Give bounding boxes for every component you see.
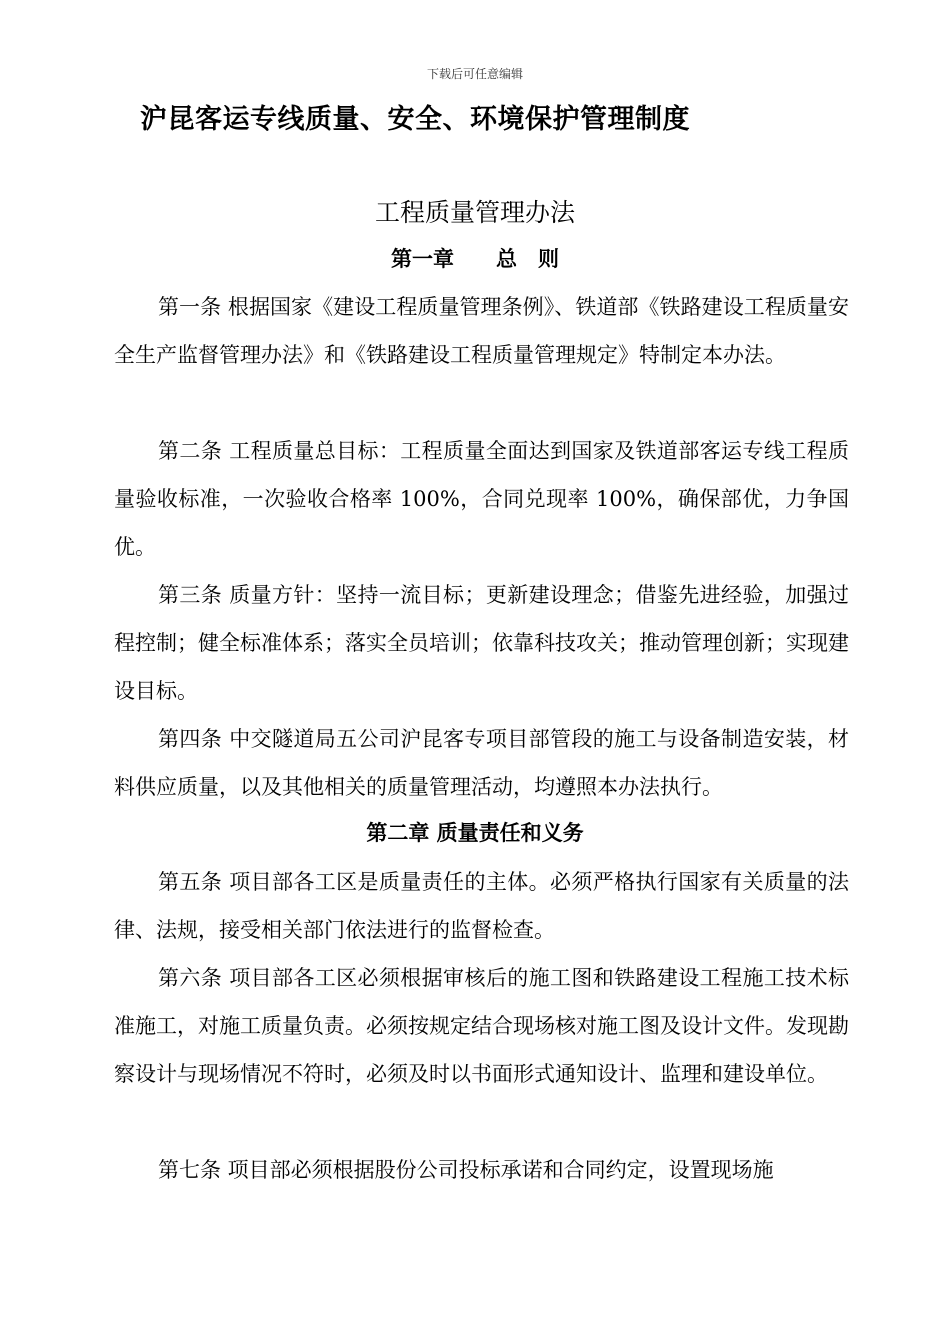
article-6: 第六条 项目部各工区必须根据审核后的施工图和铁路建设工程施工技术标准施工，对施工质量负责。必须按规定结合现场核对施工图及设计文件。发现勘察设计与现场情况不符时，必须及时以书面形式通知设计、监理和建设单位。 xyxy=(114,966,849,1086)
document-subtitle: 工程质量管理办法 xyxy=(374,198,575,227)
chapter-2-heading: 第二章 质量责任和义务 xyxy=(366,821,584,845)
header-note: 下载后可任意编辑 xyxy=(426,67,523,81)
chapter-1-heading: 第一章 总 则 xyxy=(391,247,559,271)
article-4: 第四条 中交隧道局五公司沪昆客专项目部管段的施工与设备制造安装，材料供应质量，以及其他相关的质量管理活动，均遵照本办法执行。 xyxy=(114,727,849,799)
article-1: 第一条 根据国家《建设工程质量管理条例》、铁道部《铁路建设工程质量安全生产监督管理办法》和《铁路建设工程质量管理规定》特制定本办法。 xyxy=(114,295,849,367)
article-3: 第三条 质量方针：坚持一流目标；更新建设理念；借鉴先进经验，加强过程控制；健全标准体系；落实全员培训；依靠科技攻关；推动管理创新；实现建设目标。 xyxy=(114,583,849,703)
article-2: 第二条 工程质量总目标：工程质量全面达到国家及铁道部客运专线工程质量验收标准，一次验收合格率 100%，合同兑现率 100%，确保部优，力争国优。 xyxy=(114,439,849,559)
document-title: 沪昆客运专线质量、安全、环境保护管理制度 xyxy=(140,104,690,135)
article-7: 第七条 项目部必须根据股份公司投标承诺和合同约定，设置现场施 xyxy=(158,1158,774,1182)
article-5: 第五条 项目部各工区是质量责任的主体。必须严格执行国家有关质量的法律、法规，接受相关部门依法进行的监督检查。 xyxy=(114,870,849,942)
